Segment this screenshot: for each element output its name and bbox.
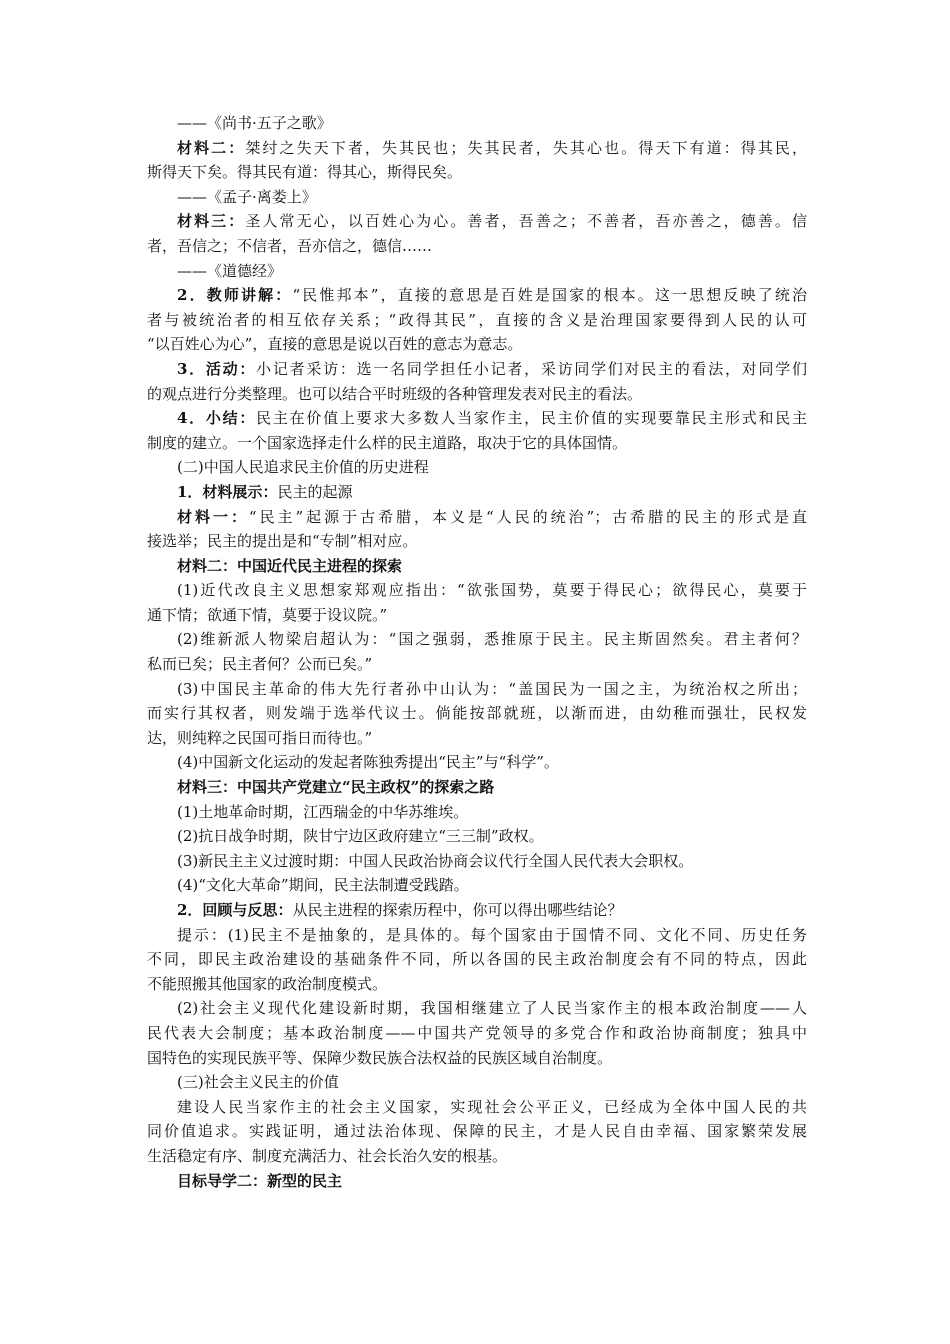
paragraph-line: (1)近代改良主义思想家郑观应指出：“欲张国势，莫要于得民心；欲得民心，莫要于 (177, 581, 807, 600)
goal-heading: 目标导学二：新型的民主 (177, 1171, 343, 1190)
paragraph-text: “民惟邦本”，直接的意思是百姓是国家的根本。这一思想反映了统治 (292, 286, 807, 305)
material-label: 材料二： (177, 138, 246, 157)
paragraph-line: 制度的建立。一个国家选择走什么样的民主道路，取决于它的具体国情。 (147, 433, 628, 452)
paragraph-line: 民代表大会制度；基本政治制度——中国共产党领导的多党合作和政治协商制度；独具中 (147, 1023, 807, 1042)
paragraph (147, 357, 807, 382)
list-item: (1)土地革命时期，江西瑞金的中华苏维埃。 (177, 802, 469, 821)
paragraph-line: 私而已矣；民主者何？公而已矣。” (147, 655, 373, 674)
paragraph-text: 圣人常无心，以百姓心为心。善者，吾善之；不善者，吾亦善之，德善。信 (245, 212, 807, 231)
paragraph (147, 136, 807, 161)
paragraph-text: 民主的起源 (277, 482, 353, 501)
paragraph-line: 者与被统治者的相互依存关系；“政得其民”，直接的含义是治理国家要得到人民的认可 (147, 310, 807, 329)
material-label: 材料一： (177, 507, 249, 526)
paragraph-line: 者，吾信之；不信者，吾亦信之，德信…… (147, 236, 433, 255)
source-citation: ——《尚书·五子之歌》 (177, 114, 332, 132)
section-label: 3．活动： (177, 359, 257, 378)
paragraph-line: 而实行其权者，则发端于选举代议士。倘能按部就班，以渐而进，由幼稚而强壮，民权发 (147, 704, 807, 723)
paragraph-text: 从民主进程的探索历程中，你可以得出哪些结论？ (292, 901, 623, 919)
paragraph-line: 建设人民当家作主的社会主义国家，实现社会公平正义，已经成为全体中国人民的共 (177, 1097, 807, 1116)
list-item: (3)新民主主义过渡时期：中国人民政治协商会议代行全国人民代表大会职权。 (177, 851, 694, 870)
section-heading: (三)社会主义民主的价值 (177, 1073, 339, 1092)
paragraph-line: 达，则纯粹之民国可指日而待也。” (147, 728, 373, 747)
paragraph-text: 小记者采访：选一名同学担任小记者，采访同学们对民主的看法，对同学们 (256, 359, 807, 378)
paragraph (147, 209, 807, 234)
paragraph-line: 的观点进行分类整理。也可以结合平时班级的各种管理发表对民主的看法。 (147, 384, 643, 403)
material-heading: 材料三：中国共产党建立“民主政权”的探索之路 (177, 778, 495, 797)
paragraph-text: “民主”起源于古希腊，本义是“人民的统治”；古希腊的民主的形式是直 (248, 507, 807, 526)
paragraph-line: 不同，即民主政治建设的基础条件不同，所以各国的民主政治制度会有不同的特点，因此 (147, 950, 807, 969)
section-heading: (二)中国人民追求民主价值的历史进程 (177, 458, 429, 477)
paragraph-text: 桀纣之失天下者，失其民也；失其民者，失其心也。得天下有道：得其民， (245, 138, 807, 157)
material-heading: 材料二：中国近代民主进程的探索 (177, 556, 403, 575)
paragraph (147, 406, 807, 431)
list-item: (4)“文化大革命”期间，民主法制遭受践踏。 (177, 876, 469, 895)
paragraph-line: 提示：(1)民主不是抽象的，是具体的。每个国家由于国情不同、文化不同、历史任务 (177, 925, 807, 944)
paragraph-line: (4)中国新文化运动的发起者陈独秀提出“民主”与“科学”。 (177, 753, 559, 772)
paragraph (147, 898, 807, 923)
paragraph-line: 不能照搬其他国家的政治制度模式。 (147, 974, 388, 993)
section-label: 1．材料展示： (177, 482, 278, 501)
paragraph-line: 接选举；民主的提出是和“专制”相对应。 (147, 532, 418, 551)
paragraph-text: 民主在价值上要求大多数人当家作主，民主价值的实现要靠民主形式和民主 (256, 409, 807, 428)
source-citation: ——《道德经》 (177, 261, 283, 280)
section-label: 4．小结： (177, 409, 257, 428)
paragraph-line: 国特色的实现民族平等、保障少数民族合法权益的民族区域自治制度。 (147, 1048, 613, 1067)
document-page (147, 111, 807, 1193)
paragraph-line: 同价值追求。实践证明，通过法治体现、保障的民主，才是人民自由幸福、国家繁荣发展 (147, 1122, 807, 1141)
paragraph-line: (2)维新派人物梁启超认为：“国之强弱，悉推原于民主。民主斯固然矣。君主者何？ (177, 630, 807, 649)
paragraph (147, 480, 807, 505)
section-label: 2．教师讲解： (177, 286, 293, 305)
paragraph-line: 斯得天下矣。得其民有道：得其心，斯得民矣。 (147, 163, 463, 182)
paragraph-line: 生活稳定有序、制度充满活力、社会长治久安的根基。 (147, 1146, 508, 1165)
section-label: 2．回顾与反思： (177, 901, 293, 919)
paragraph (147, 283, 807, 308)
material-label: 材料三： (177, 212, 246, 231)
paragraph (147, 505, 807, 530)
paragraph-line: 通下情；欲通下情，莫要于设议院。” (147, 605, 388, 624)
source-citation: ——《孟子·离娄上》 (177, 187, 317, 206)
paragraph-line: (3)中国民主革命的伟大先行者孙中山认为：“盖国民为一国之主，为统治权之所出； (177, 679, 807, 698)
paragraph-line: (2)社会主义现代化建设新时期，我国相继建立了人民当家作主的根本政治制度——人 (177, 999, 807, 1018)
list-item: (2)抗日战争时期，陕甘宁边区政府建立“三三制”政权。 (177, 827, 544, 846)
paragraph-line: “以百姓心为心”，直接的意思是说以百姓的意志为意志。 (147, 335, 523, 354)
